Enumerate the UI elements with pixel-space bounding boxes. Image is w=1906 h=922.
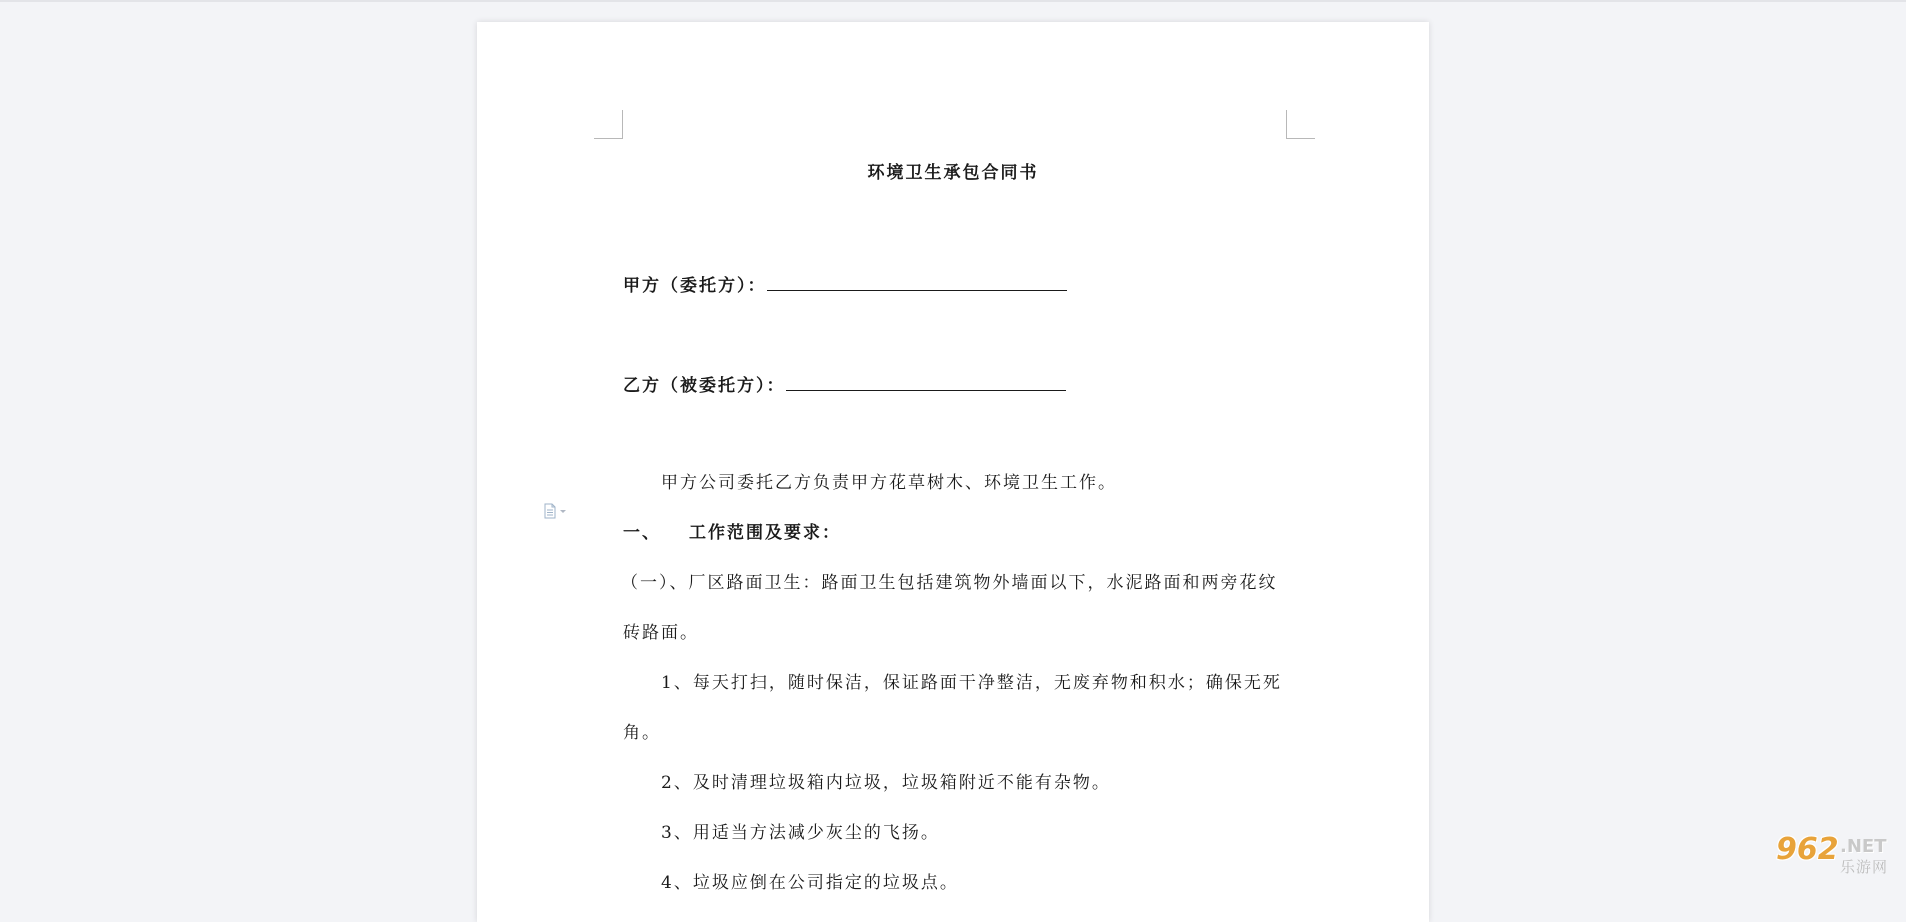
item-1-line-1: （一）、厂区路面卫生：路面卫生包括建筑物外墙面以下，水泥路面和两旁花纹 [621, 573, 1278, 593]
point-2: 2、及时清理垃圾箱内垃圾，垃圾箱附近不能有杂物。 [661, 773, 1111, 793]
party-a-line [623, 272, 1067, 297]
point-4: 4、垃圾应倒在公司指定的垃圾点。 [661, 873, 959, 893]
intro-paragraph: 甲方公司委托乙方负责甲方花草树木、环境卫生工作。 [661, 473, 1117, 493]
item-1-line-2: 砖路面。 [623, 623, 699, 643]
point-1-line-1: 1、每天打扫，随时保洁，保证路面干净整洁，无废弃物和积水；确保无死 [661, 673, 1282, 693]
section-1-number: 一、 [623, 523, 661, 543]
document-page[interactable] [477, 22, 1429, 922]
party-b-label: 乙方（被委托方）： [623, 376, 786, 396]
paragraph-document-icon[interactable] [543, 503, 569, 519]
point-1-line-2: 角。 [623, 723, 661, 743]
point-3: 3、用适当方法减少灰尘的飞扬。 [661, 823, 940, 843]
party-b-line [623, 372, 1066, 397]
top-right-margin-mark [1286, 110, 1315, 139]
party-a-blank[interactable] [767, 272, 1067, 291]
top-left-margin-mark [594, 110, 623, 139]
window-top-edge [0, 0, 1906, 2]
party-b-blank[interactable] [786, 372, 1066, 391]
document-title: 环境卫生承包合同书 [867, 163, 1039, 183]
watermark-cn: 乐游网 [1840, 858, 1889, 876]
site-watermark [1768, 832, 1900, 876]
section-1-title: 工作范围及要求： [689, 523, 841, 543]
party-a-label: 甲方（委托方）： [623, 276, 767, 296]
watermark-brand: 962 [1776, 832, 1839, 867]
section-1-heading [623, 522, 841, 544]
watermark-suffix: .NET [1840, 836, 1887, 857]
